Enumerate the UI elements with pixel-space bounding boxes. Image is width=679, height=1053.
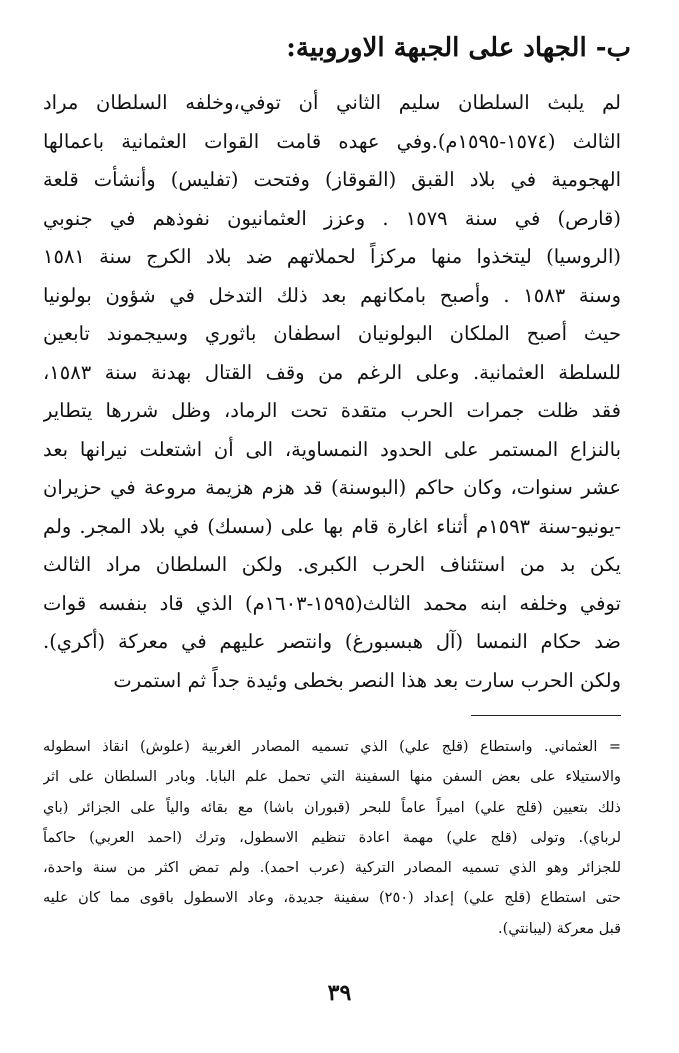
- footnote-line: حتى استطاع (قلج علي) إعداد (٢٥٠) سفينة جديدة، وعاد الاسطول باقوى مما كان عليه: [43, 890, 621, 907]
- body-line: توفي وخلفه ابنه محمد الثالث(١٥٩٥-١٦٠٣م) الذي قاد بنفسه قوات: [43, 591, 621, 615]
- footnote-line: للجزائر وهو الذي تسميه المصادر التركية (عرب احمد). ولم تمض اكثر من سنة واحدة،: [43, 860, 621, 877]
- page-number: ٣٩: [327, 980, 352, 1006]
- footnote-line: والاستيلاء على بعض السفن منها السفينة التي تحمل علم البابا. وبادر السلطان على اثر: [43, 769, 621, 786]
- footnote-divider: [471, 715, 621, 716]
- footnote-line: قبل معركة (ليبانتي).: [498, 920, 621, 937]
- body-line: للسلطة العثمانية. وعلى الرغم من وقف القتال بهدنة سنة ١٥٨٣،: [43, 360, 621, 384]
- section-heading: ب- الجهاد على الجبهة الاوروبية:: [286, 33, 631, 63]
- body-line: ضد حكام النمسا (آل هبسبورغ) وانتصر عليهم في معركة (أكري).: [43, 630, 621, 653]
- body-line: الهجومية في بلاد القبق (القوقاز) وفتحت (تفليس) وأنشأت قلعة: [43, 168, 621, 191]
- body-line: بالنزاع المستمر على الحدود النمساوية، الى أن اشتعلت نيرانها بعد: [43, 437, 621, 461]
- body-line: الثالث (١٥٧٤-١٥٩٥م).وفي عهده قامت القوات العثمانية باعمالها: [43, 129, 621, 153]
- body-line: فقد ظلت جمرات الحرب متقدة تحت الرماد، وظل شررها يتطاير: [43, 399, 621, 422]
- footnote-text: [43, 732, 621, 944]
- body-line: -يونيو-سنة ١٥٩٣م أثناء اغارة قام بها على (سسك) في بلاد المجر. ولم: [43, 514, 621, 538]
- body-line: (قارص) في سنة ١٥٧٩ . وعزز العثمانيون نفوذهم في جنوبي: [43, 206, 621, 230]
- body-line: (الروسيا) ليتخذوا منها مركزاً لحملاتهم ضد بلاد الكرج سنة ١٥٨١: [43, 245, 621, 268]
- body-line: عشر سنوات، وكان حاكم (البوسنة) قد هزم هزيمة مروعة في حزيران: [43, 476, 621, 499]
- footnote-line: = العثماني. واستطاع (قلج علي) الذي تسميه المصادر الغربية (علوش) انقاذ اسطوله: [43, 739, 621, 755]
- body-line: وسنة ١٥٨٣ . وأصبح بامكانهم بعد ذلك التدخل في شؤون بولونيا: [43, 283, 621, 307]
- body-line: حيث أصبح الملكان البولونيان اسطفان باثوري وسيجموند تابعين: [43, 322, 621, 345]
- body-line: يكن بد من استئناف الحرب الكبرى. ولكن السلطان مراد الثالث: [43, 553, 621, 576]
- body-line: لم يلبث السلطان سليم الثاني أن توفي،وخلفه السلطان مراد: [43, 91, 621, 114]
- body-line: ولكن الحرب سارت بعد هذا النصر بخطى وئيدة جداً ثم استمرت: [113, 668, 621, 692]
- footnote-line: ذلك بتعيين (قلج علي) اميراً عاماً للبحر (قبوران باشا) مع بقائه والياً على الجزائر (باي: [43, 799, 621, 816]
- body-text: [43, 84, 621, 700]
- footnote-line: لرباي). وتولى (قلج علي) مهمة اعادة تنظيم الاسطول، وترك (احمد العربي) حاكماً: [43, 829, 621, 846]
